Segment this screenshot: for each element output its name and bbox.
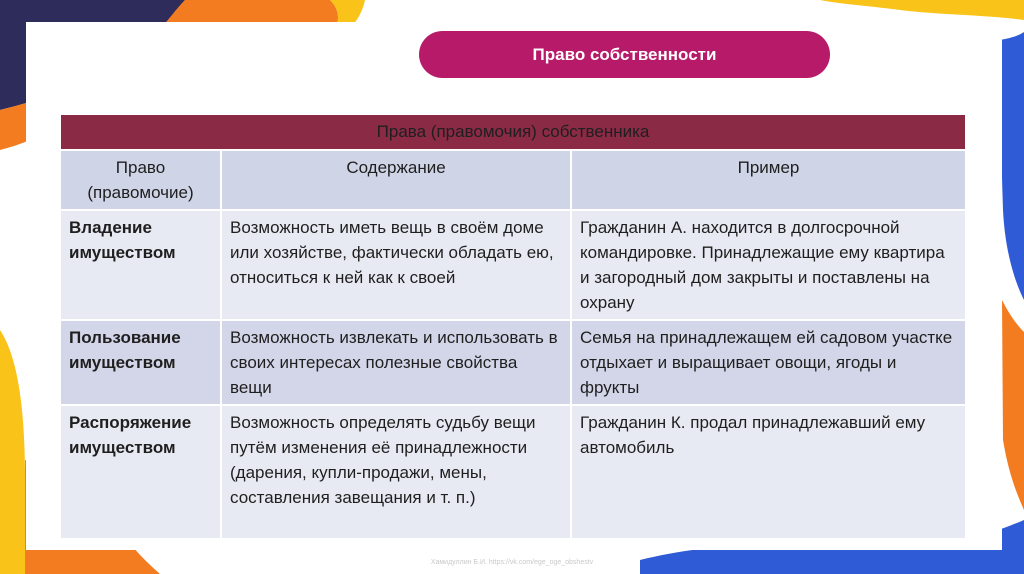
table-caption-row bbox=[60, 114, 966, 150]
orange-blob-right bbox=[1002, 300, 1024, 510]
column-header-content: Содержание bbox=[221, 150, 571, 210]
rights-table bbox=[59, 113, 967, 540]
right-example: Гражданин А. находится в долгосрочной командировке. Принадлежащие ему квартира и загородный дом закрыты и поставлены на охрану bbox=[571, 210, 966, 320]
table-row bbox=[60, 210, 966, 320]
right-term: Пользование имуществом bbox=[60, 320, 221, 405]
table-row bbox=[60, 320, 966, 405]
column-header-example: Пример bbox=[571, 150, 966, 210]
right-term: Распоряжение имуществом bbox=[60, 405, 221, 539]
right-content: Возможность определять судьбу вещи путём изменения её принадлежности (дарения, купли-продажи, мены, составления завещания и т. п.) bbox=[221, 405, 571, 539]
column-header-right: Право (правомочие) bbox=[60, 150, 221, 210]
yellow-blob-bottom bbox=[0, 330, 25, 574]
right-example: Семья на принадлежащем ей садовом участке отдыхает и выращивает овощи, ягоды и фрукты bbox=[571, 320, 966, 405]
right-term: Владение имуществом bbox=[60, 210, 221, 320]
slide-title: Право собственности bbox=[419, 31, 830, 78]
footer-credit: Хамидуллин Б.И. https://vk.com/ege_oge_obshestv bbox=[430, 559, 594, 566]
column-header-row bbox=[60, 150, 966, 210]
right-example: Гражданин К. продал принадлежавший ему автомобиль bbox=[571, 405, 966, 539]
right-content: Возможность извлекать и использовать в своих интересах полезные свойства вещи bbox=[221, 320, 571, 405]
table-caption: Права (правомочия) собственника bbox=[60, 114, 966, 150]
yellow-blob-right bbox=[820, 0, 1024, 20]
table-row bbox=[60, 405, 966, 539]
right-content: Возможность иметь вещь в своём доме или хозяйстве, фактически обладать ею, относиться к ней как к своей bbox=[221, 210, 571, 320]
blue-blob-right bbox=[1000, 32, 1024, 300]
